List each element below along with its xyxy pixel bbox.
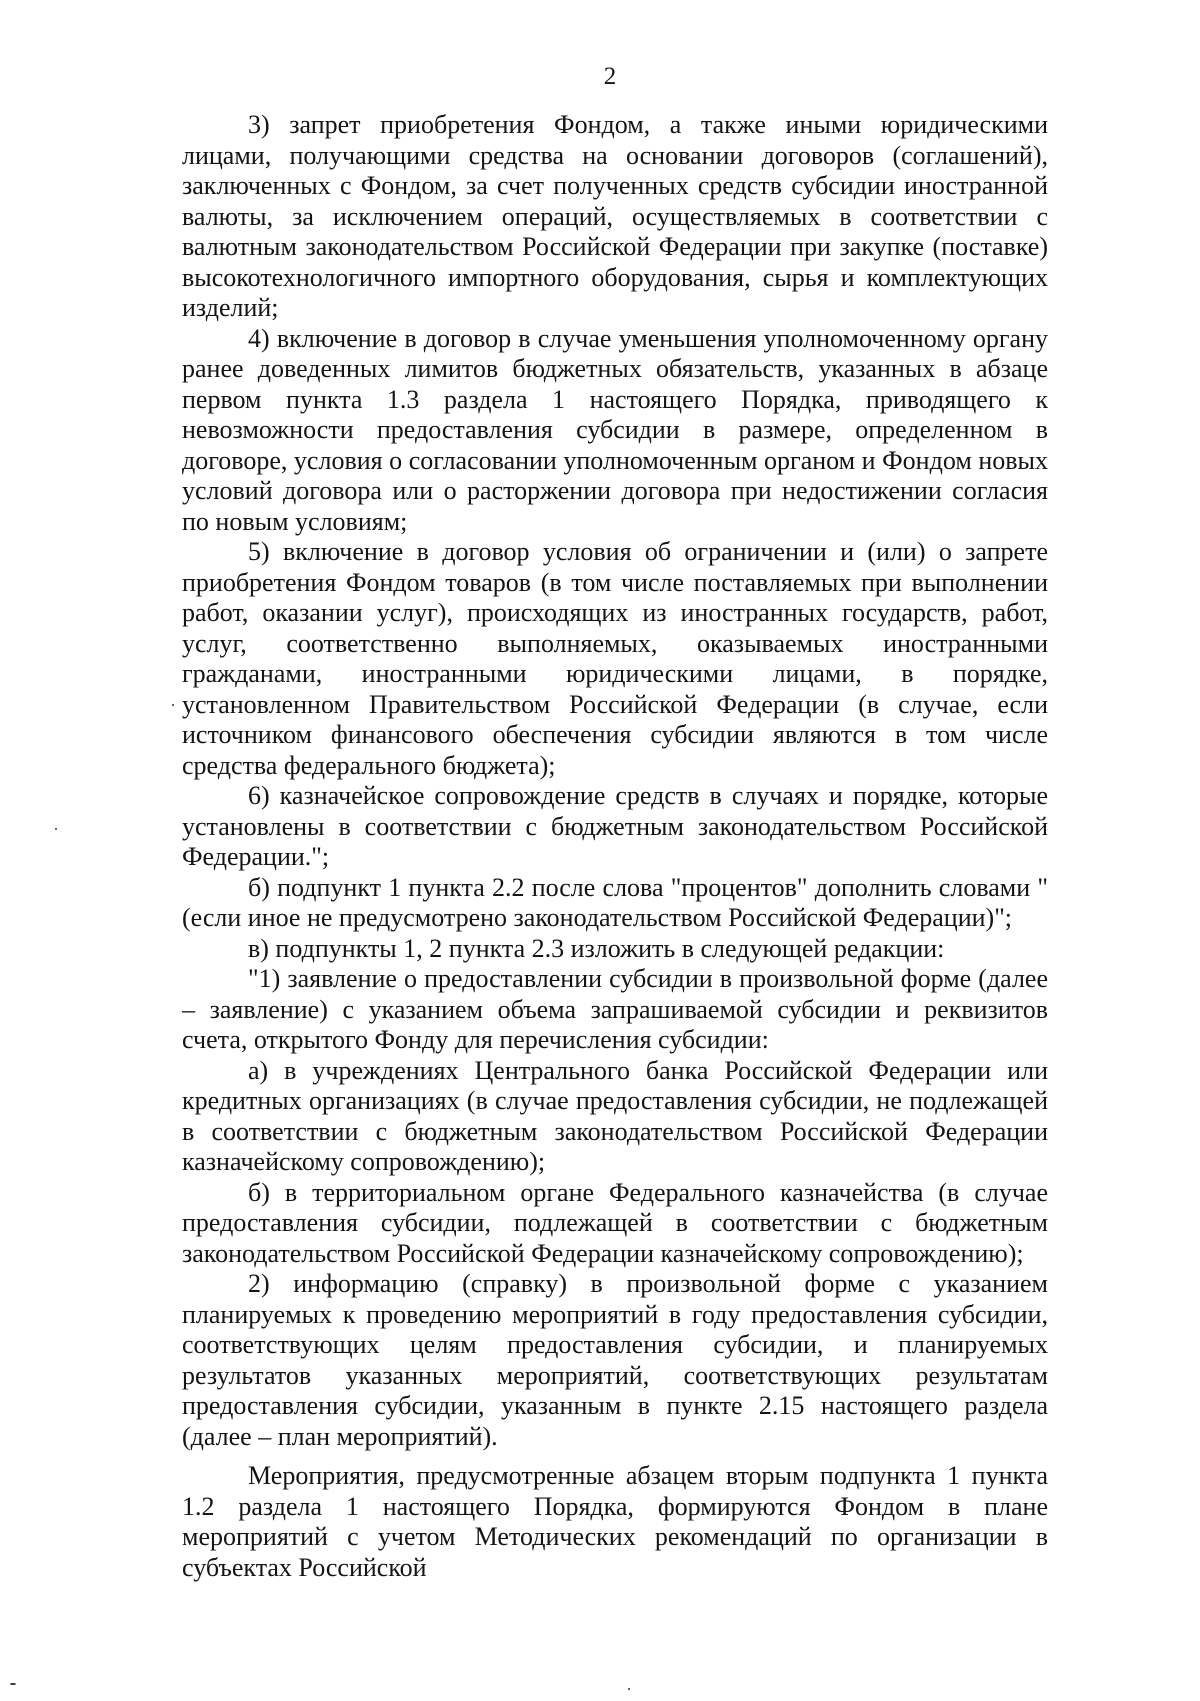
scan-speck: [10, 1683, 16, 1685]
paragraph-new-item-1a: а) в учреждениях Центрального банка Российской Федерации или кредитных организациях (в случае предоставления субсидии, не подлежащей в соответствии с бюджетным законодательством Российской Федерации казначейскому сопровождению);: [182, 1055, 1048, 1176]
paragraph-new-item-1b: б) в территориальном органе Федерального казначейства (в случае предоставления субсидии, подлежащей в соответствии с бюджетным законодательством Российской Федерации казначейскому сопровождению);: [182, 1177, 1048, 1268]
paragraph-subitem-b: б) подпункт 1 пункта 2.2 после слова "процентов" дополнить словами "(если иное не предусмотрено законодательством Российской Федерации)";: [182, 872, 1048, 932]
document-body: [182, 110, 1048, 1583]
paragraph-subitem-v: в) подпункты 1, 2 пункта 2.3 изложить в следующей редакции:: [248, 933, 945, 963]
paragraph-item-4: 4) включение в договор в случае уменьшения уполномоченному органу ранее доведенных лимитов бюджетных обязательств, указанных в абзаце первом пункта 1.3 раздела 1 настоящего Порядка, приводящего к невозможности предоставления субсидии в размере, определенном в договоре, условия о согласовании уполномоченным органом и Фондом новых условий договора или о расторжении договора при недостижении согласия по новым условиям;: [182, 323, 1048, 536]
scan-speck: [55, 828, 57, 830]
paragraph-events: Мероприятия, предусмотренные абзацем вторым подпункта 1 пункта 1.2 раздела 1 настоящего Порядка, формируются Фондом в плане мероприятий с учетом Методических рекомендаций по организации в субъектах Российской: [182, 1461, 1048, 1582]
paragraph-item-3: 3) запрет приобретения Фондом, а также иными юридическими лицами, получающими средства на основании договоров (соглашений), заключенных с Фондом, за счет полученных средств субсидии иностранной валюты, за исключением операций, осуществляемых в соответствии с валютным законодательством Российской Федерации при закупке (поставке) высокотехнологичного импортного оборудования, сырья и комплектующих изделий;: [182, 110, 1048, 322]
scan-speck: [628, 1688, 630, 1690]
page-number: 2: [603, 63, 617, 90]
paragraph-item-6: 6) казначейское сопровождение средств в случаях и порядке, которые установлены в соответствии с бюджетным законодательством Российской Федерации.";: [182, 781, 1048, 871]
paragraph-item-5: 5) включение в договор условия об ограничении и (или) о запрете приобретения Фондом товаров (в том числе поставляемых при выполнении работ, оказании услуг), происходящих из иностранных государств, работ, услуг, соответственно выполняемых, оказываемых иностранными гражданами, иностранными юридическими лицами, в порядке, установленном Правительством Российской Федерации (в случае, если источником финансового обеспечения субсидии являются в том числе средства федерального бюджета);: [182, 537, 1048, 780]
paragraph-new-item-2: 2) информацию (справку) в произвольной форме с указанием планируемых к проведению мероприятий в году предоставления субсидии, соответствующих целям предоставления субсидии, и планируемых результатов указанных мероприятий, соответствующих результатам предоставления субсидии, указанным в пункте 2.15 настоящего раздела (далее – план мероприятий).: [182, 1269, 1048, 1451]
paragraph-new-item-1: "1) заявление о предоставлении субсидии в произвольной форме (далее – заявление) с указанием объема запрашиваемой субсидии и реквизитов счета, открытого Фонду для перечисления субсидии:: [182, 964, 1048, 1054]
scan-speck: [172, 704, 174, 706]
